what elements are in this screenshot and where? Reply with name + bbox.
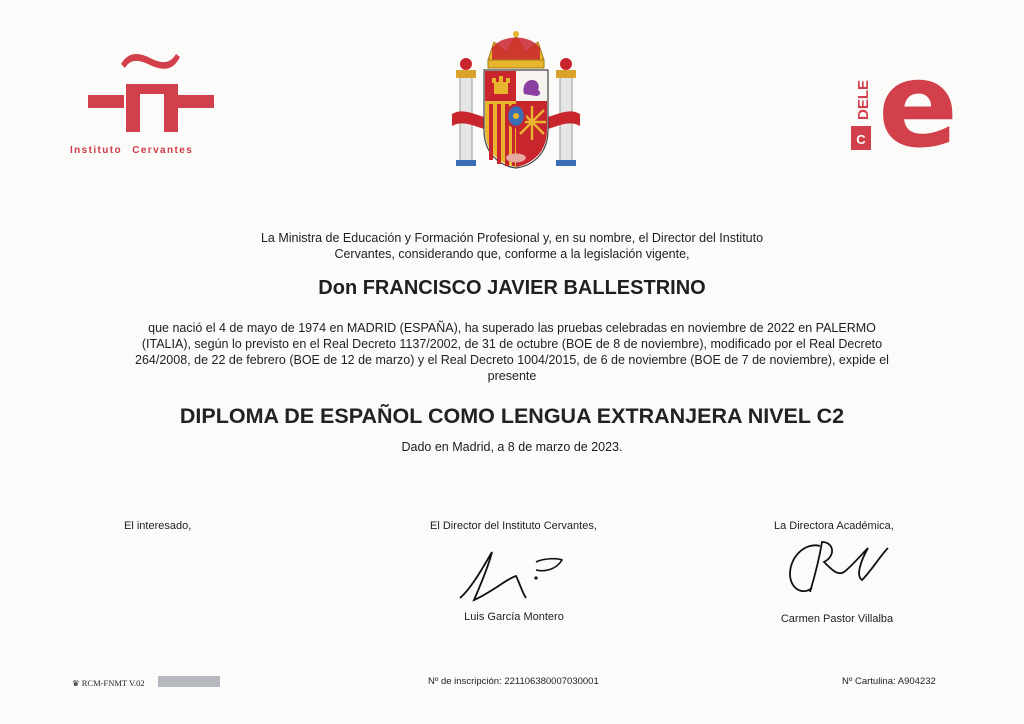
- svg-text:DELE: DELE: [855, 79, 872, 120]
- rcm-fnmt-mark: [72, 678, 145, 689]
- intro-paragraph: La Ministra de Educación y Formación Profesional y, en su nombre, el Director del Instituto Cervantes, considerando que, conforme a la legislación vigente,: [260, 231, 764, 261]
- academic-director-label: La Directora Académica,: [774, 520, 894, 532]
- svg-text:C: C: [856, 132, 866, 147]
- rcm-version: V.02: [128, 678, 145, 688]
- instituto-cervantes-label: Instituto Cervantes: [70, 145, 194, 156]
- cartulina-number: Nº Cartulina: A904232: [842, 676, 936, 687]
- director-label: El Director del Instituto Cervantes,: [430, 520, 597, 532]
- redacted-serial-block: [158, 676, 220, 687]
- recipient-name: Don FRANCISCO JAVIER BALLESTRINO: [318, 277, 706, 299]
- issue-date: Dado en Madrid, a 8 de marzo de 2023.: [401, 440, 623, 454]
- rcm-label: RCM-FNMT: [81, 678, 127, 688]
- director-signature: [452, 548, 572, 610]
- diploma-title: DIPLOMA DE ESPAÑOL COMO LENGUA EXTRANJERA NIVEL C2: [179, 404, 845, 428]
- director-name: Luis García Montero: [464, 611, 564, 623]
- statement-paragraph: que nació el 4 de mayo de 1974 en MADRID (ESPAÑA), ha superado las pruebas celebradas en noviembre de 2022 en PALERMO (ITALIA), según lo previsto en el Real Decreto 1137/2002, de 31 de octubre (BOE de 8 de noviembre), modificado por el Real Decreto 264/2008, de 22 de febrero (BOE de 12 de marzo) y el Real Decreto 1004/2015, de 6 de noviembre (BOE de 7 de noviembre), expide el presente: [135, 321, 889, 383]
- dele-e-letter: e: [877, 60, 959, 156]
- inscription-number: Nº de inscripción: 221106380007030001: [428, 676, 599, 687]
- academic-director-signature: [776, 536, 896, 612]
- fnmt-icon: ♛: [72, 678, 80, 688]
- interested-label: El interesado,: [124, 520, 192, 532]
- spanish-coat-of-arms-emblem: [448, 30, 584, 172]
- dele-wordmark: [849, 60, 875, 152]
- academic-director-name: Carmen Pastor Villalba: [780, 613, 894, 625]
